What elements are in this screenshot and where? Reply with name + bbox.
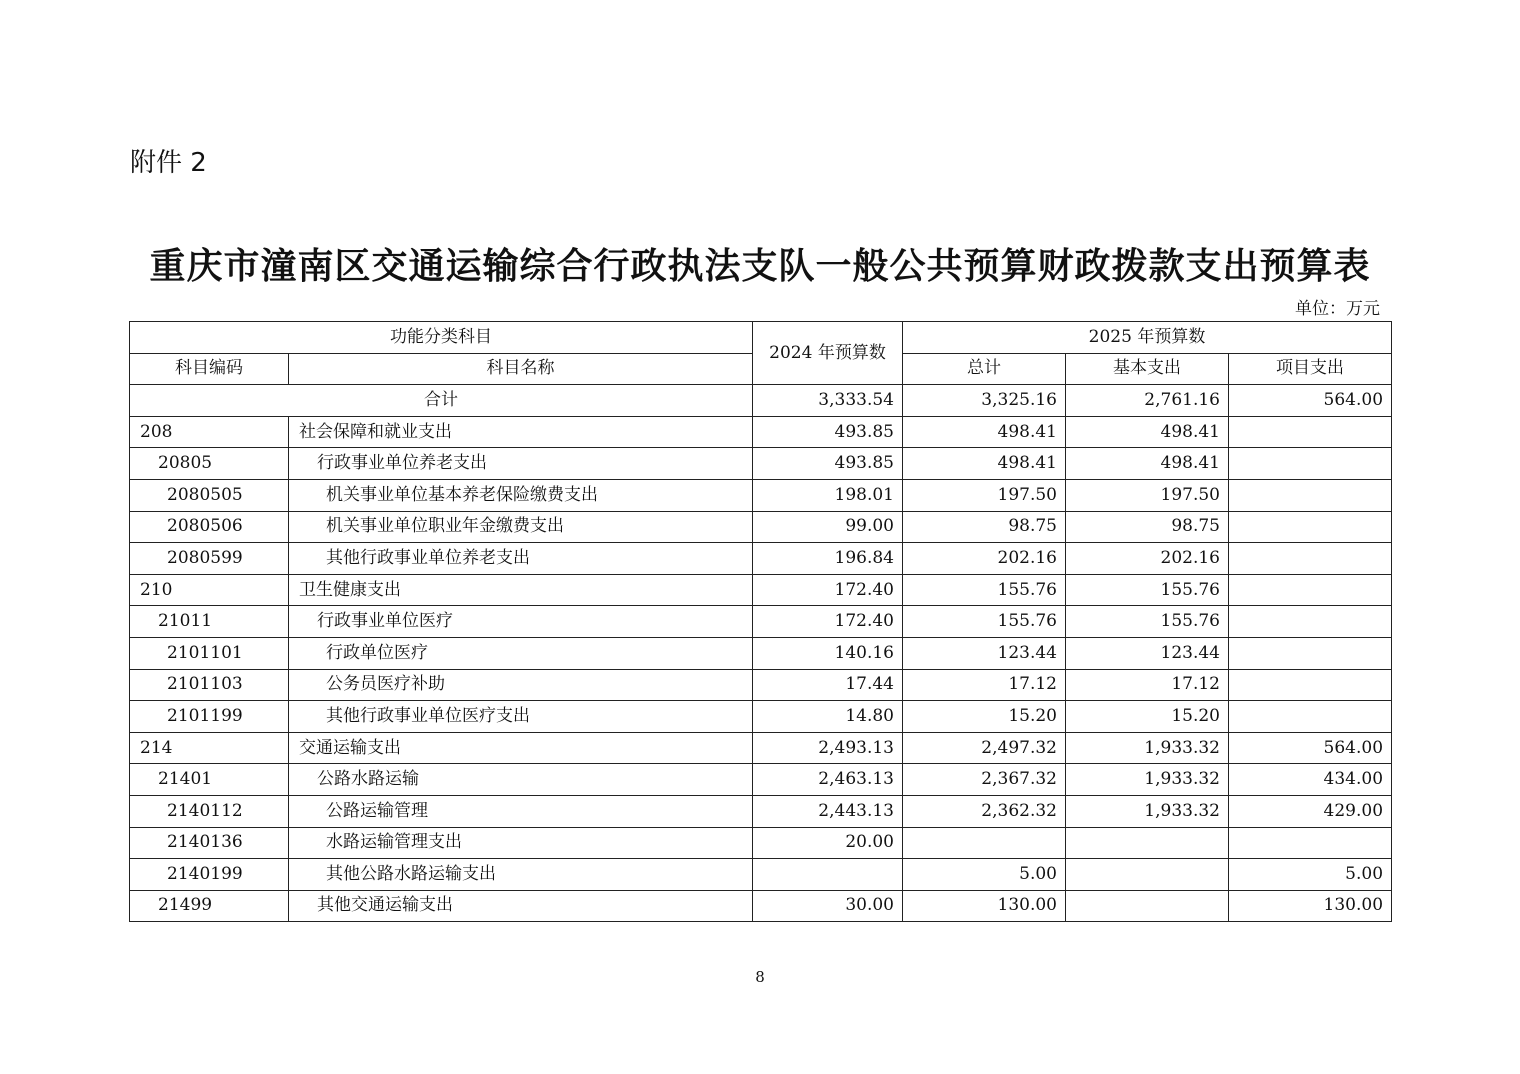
row-name: 行政单位医疗 <box>289 637 753 669</box>
budget-table <box>129 321 1392 922</box>
row-name: 行政事业单位养老支出 <box>289 448 753 480</box>
header-code: 科目编码 <box>130 353 289 385</box>
row-b2024: 2,493.13 <box>753 732 903 764</box>
row-project <box>1229 606 1392 638</box>
row-b2024: 20.00 <box>753 827 903 859</box>
row-code: 2101199 <box>130 701 289 733</box>
header-basic: 基本支出 <box>1066 353 1229 385</box>
row-b2024: 14.80 <box>753 701 903 733</box>
row-project: 564.00 <box>1229 732 1392 764</box>
row-code: 2140199 <box>130 859 289 891</box>
row-b2024: 172.40 <box>753 574 903 606</box>
page-number: 8 <box>755 968 765 986</box>
row-project <box>1229 448 1392 480</box>
row-total: 155.76 <box>903 574 1066 606</box>
row-total: 2,362.32 <box>903 795 1066 827</box>
table-row <box>130 795 1392 827</box>
table-row <box>130 574 1392 606</box>
table-row <box>130 859 1392 891</box>
row-project <box>1229 543 1392 575</box>
row-total: 98.75 <box>903 511 1066 543</box>
row-name: 行政事业单位医疗 <box>289 606 753 638</box>
total-basic: 2,761.16 <box>1066 385 1229 417</box>
row-code: 2101103 <box>130 669 289 701</box>
row-total: 2,497.32 <box>903 732 1066 764</box>
row-basic: 1,933.32 <box>1066 732 1229 764</box>
table-row <box>130 543 1392 575</box>
header-name: 科目名称 <box>289 353 753 385</box>
total-project: 564.00 <box>1229 385 1392 417</box>
row-project <box>1229 511 1392 543</box>
row-code: 2101101 <box>130 637 289 669</box>
row-code: 21499 <box>130 890 289 922</box>
table-row <box>130 764 1392 796</box>
row-project <box>1229 416 1392 448</box>
row-code: 2140112 <box>130 795 289 827</box>
document-title: 重庆市潼南区交通运输综合行政执法支队一般公共预算财政拨款支出预算表 <box>149 246 1371 287</box>
row-total: 155.76 <box>903 606 1066 638</box>
table-row <box>130 701 1392 733</box>
row-basic: 17.12 <box>1066 669 1229 701</box>
row-b2024: 17.44 <box>753 669 903 701</box>
row-code: 2080505 <box>130 479 289 511</box>
row-code: 2140136 <box>130 827 289 859</box>
row-basic: 498.41 <box>1066 448 1229 480</box>
row-basic: 1,933.32 <box>1066 795 1229 827</box>
row-basic: 498.41 <box>1066 416 1229 448</box>
row-b2024: 140.16 <box>753 637 903 669</box>
row-code: 2080506 <box>130 511 289 543</box>
row-basic <box>1066 890 1229 922</box>
total-row <box>130 385 1392 417</box>
row-name: 机关事业单位基本养老保险缴费支出 <box>289 479 753 511</box>
header-budget-2024: 2024 年预算数 <box>753 322 903 385</box>
row-b2024: 2,463.13 <box>753 764 903 796</box>
row-basic: 155.76 <box>1066 574 1229 606</box>
total-total: 3,325.16 <box>903 385 1066 417</box>
row-total: 130.00 <box>903 890 1066 922</box>
row-name: 其他公路水路运输支出 <box>289 859 753 891</box>
row-name: 机关事业单位职业年金缴费支出 <box>289 511 753 543</box>
header-functional: 功能分类科目 <box>130 322 753 354</box>
row-basic: 98.75 <box>1066 511 1229 543</box>
table-row <box>130 732 1392 764</box>
row-basic: 202.16 <box>1066 543 1229 575</box>
row-code: 21401 <box>130 764 289 796</box>
row-code: 208 <box>130 416 289 448</box>
row-project <box>1229 701 1392 733</box>
row-b2024: 2,443.13 <box>753 795 903 827</box>
row-project <box>1229 827 1392 859</box>
header-project: 项目支出 <box>1229 353 1392 385</box>
attachment-label: 附件 2 <box>130 148 207 178</box>
row-b2024 <box>753 859 903 891</box>
row-basic: 15.20 <box>1066 701 1229 733</box>
row-name: 其他行政事业单位医疗支出 <box>289 701 753 733</box>
row-b2024: 198.01 <box>753 479 903 511</box>
row-basic: 155.76 <box>1066 606 1229 638</box>
row-basic: 197.50 <box>1066 479 1229 511</box>
row-project <box>1229 574 1392 606</box>
table-row <box>130 606 1392 638</box>
row-name: 其他行政事业单位养老支出 <box>289 543 753 575</box>
row-code: 2080599 <box>130 543 289 575</box>
row-total: 498.41 <box>903 416 1066 448</box>
header-budget-2025: 2025 年预算数 <box>903 322 1392 354</box>
row-basic: 1,933.32 <box>1066 764 1229 796</box>
row-name: 社会保障和就业支出 <box>289 416 753 448</box>
unit-label: 单位：万元 <box>1295 299 1380 319</box>
row-total: 202.16 <box>903 543 1066 575</box>
row-total <box>903 827 1066 859</box>
row-b2024: 172.40 <box>753 606 903 638</box>
row-basic: 123.44 <box>1066 637 1229 669</box>
row-b2024: 493.85 <box>753 416 903 448</box>
row-basic <box>1066 859 1229 891</box>
table-row <box>130 827 1392 859</box>
row-name: 其他交通运输支出 <box>289 890 753 922</box>
table-row <box>130 416 1392 448</box>
row-code: 210 <box>130 574 289 606</box>
row-name: 卫生健康支出 <box>289 574 753 606</box>
row-b2024: 196.84 <box>753 543 903 575</box>
row-total: 2,367.32 <box>903 764 1066 796</box>
row-project: 429.00 <box>1229 795 1392 827</box>
row-code: 20805 <box>130 448 289 480</box>
table-row <box>130 511 1392 543</box>
row-code: 21011 <box>130 606 289 638</box>
row-name: 公路运输管理 <box>289 795 753 827</box>
row-project: 434.00 <box>1229 764 1392 796</box>
header-row-1 <box>130 322 1392 354</box>
row-code: 214 <box>130 732 289 764</box>
row-total: 17.12 <box>903 669 1066 701</box>
header-total: 总计 <box>903 353 1066 385</box>
row-name: 公路水路运输 <box>289 764 753 796</box>
row-name: 交通运输支出 <box>289 732 753 764</box>
row-b2024: 493.85 <box>753 448 903 480</box>
table-row <box>130 890 1392 922</box>
total-label: 合计 <box>130 385 753 417</box>
row-total: 5.00 <box>903 859 1066 891</box>
table-row <box>130 448 1392 480</box>
row-basic <box>1066 827 1229 859</box>
row-name: 水路运输管理支出 <box>289 827 753 859</box>
table-row <box>130 637 1392 669</box>
row-project <box>1229 479 1392 511</box>
table-row <box>130 669 1392 701</box>
table-row <box>130 479 1392 511</box>
total-b2024: 3,333.54 <box>753 385 903 417</box>
row-b2024: 30.00 <box>753 890 903 922</box>
row-total: 197.50 <box>903 479 1066 511</box>
row-total: 498.41 <box>903 448 1066 480</box>
row-project <box>1229 637 1392 669</box>
row-b2024: 99.00 <box>753 511 903 543</box>
row-name: 公务员医疗补助 <box>289 669 753 701</box>
row-total: 15.20 <box>903 701 1066 733</box>
row-project <box>1229 669 1392 701</box>
row-total: 123.44 <box>903 637 1066 669</box>
row-project: 5.00 <box>1229 859 1392 891</box>
row-project: 130.00 <box>1229 890 1392 922</box>
